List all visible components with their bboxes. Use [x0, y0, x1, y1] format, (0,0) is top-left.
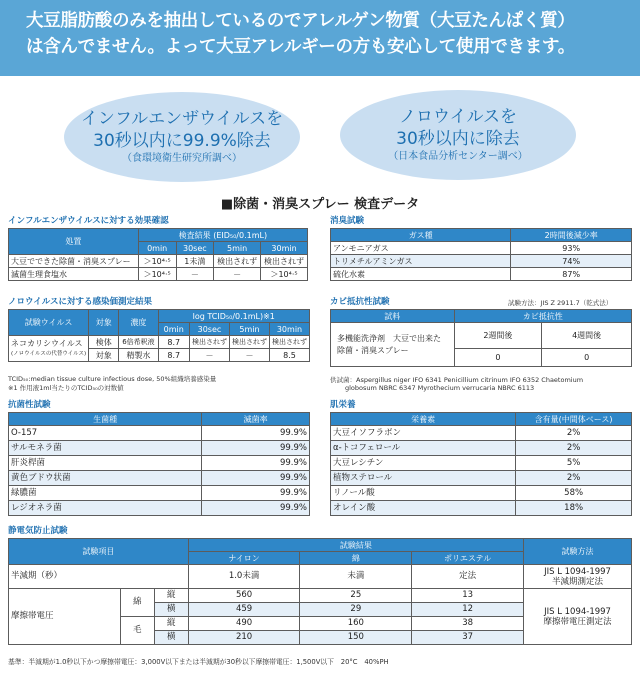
dir-cell: 横: [154, 603, 188, 617]
cell: 定法: [412, 565, 524, 589]
table-row: [9, 441, 310, 456]
cell: 2%: [516, 471, 632, 486]
norovirus-note-1: TCID₅₀:median tissue culture infectious dose, 50%組織培養感染量: [8, 375, 217, 383]
cell: 2%: [516, 426, 632, 441]
material-cell: 毛: [120, 617, 154, 645]
cell: 490: [188, 617, 300, 631]
time-header: 30sec: [189, 323, 229, 336]
fabric-header: ナイロン: [188, 552, 300, 565]
time-header: 30min: [261, 242, 308, 255]
col-resistance: カビ抵抗性: [454, 310, 631, 323]
influenza-section-title: インフルエンザウイルスに対する効果確認: [8, 216, 169, 226]
norovirus-note-2: ※1 作用液1ml当たりのTCID₅₀の対数値: [8, 384, 124, 392]
table-row: [331, 441, 632, 456]
method-line-1: JIS L 1094-1997: [544, 606, 611, 617]
cell: 黄色ブドウ状菌: [9, 471, 202, 486]
table-row: [9, 456, 310, 471]
table-row: [9, 426, 310, 441]
cell: 肝炎桿菌: [9, 456, 202, 471]
time-header: 5min: [229, 323, 269, 336]
cell: 459: [188, 603, 300, 617]
cell: ＞10⁴·⁵: [261, 268, 308, 281]
table-row: [331, 323, 632, 349]
time-header: 30min: [269, 323, 309, 336]
cell: オレイン酸: [331, 501, 516, 516]
row-label: 滅菌生理食塩水: [9, 268, 139, 281]
cell: 硫化水素: [331, 268, 511, 281]
cell: 対象: [89, 349, 119, 362]
table-row: [9, 268, 308, 281]
cell: 6倍希釈液: [119, 336, 158, 349]
col-rate: 2時間後減少率: [511, 229, 632, 242]
cell: 58%: [516, 486, 632, 501]
nutrition-table: [330, 412, 632, 516]
col-result: 試験結果: [188, 539, 523, 552]
cell: 精製水: [119, 349, 158, 362]
cell: サルモネラ菌: [9, 441, 202, 456]
cell: 37: [412, 631, 524, 645]
antibac-table: [8, 412, 310, 516]
influenza-claim: [64, 92, 300, 182]
col-gas: ガス種: [331, 229, 511, 242]
fabric-header: 綿: [300, 552, 412, 565]
cell: 検出されず: [189, 336, 229, 349]
cell: 99.9%: [202, 441, 310, 456]
cell: 93%: [511, 242, 632, 255]
col-rate: 滅菌率: [202, 413, 310, 426]
cell: α-トコフェロール: [331, 441, 516, 456]
deodor-section-title: 消臭試験: [330, 216, 365, 226]
static-table: [8, 538, 632, 645]
cell: －: [214, 268, 261, 281]
cell: 74%: [511, 255, 632, 268]
static-footnote: 基準：半減期が1.0秒以下かつ摩擦帯電圧：3,000V以下または半減期が30秒以下摩擦帯電圧：1,500V以下 20°C 40%PH: [8, 658, 389, 666]
cell: 87%: [511, 268, 632, 281]
cell: 8.7: [158, 349, 189, 362]
col-virus: 試験ウイルス: [9, 310, 89, 336]
cell: 18%: [516, 501, 632, 516]
cell: 99.9%: [202, 426, 310, 441]
claim-line-1: インフルエンザウイルスを: [80, 109, 284, 129]
time-header: 30sec: [176, 242, 214, 255]
method-line-1: JIS L 1094-1997: [544, 566, 611, 577]
material-cell: 綿: [120, 589, 154, 617]
cell: 210: [188, 631, 300, 645]
table-row: [9, 501, 310, 516]
cell: ＞10⁴·⁵: [138, 255, 176, 268]
cell: 検出されず: [269, 336, 309, 349]
col-bacteria: 生菌種: [9, 413, 202, 426]
cell: 25: [300, 589, 412, 603]
cell: 2週間後: [454, 323, 542, 349]
cell: 0: [454, 349, 542, 367]
virus-sub: (ノロウイルスの代替ウイルス): [11, 350, 87, 357]
mold-section-title: カビ抵抗性試験: [330, 297, 390, 307]
cell: 29: [300, 603, 412, 617]
cell: 大豆レシチン: [331, 456, 516, 471]
cell: 8.5: [269, 349, 309, 362]
cell: 99.9%: [202, 471, 310, 486]
table-row: [331, 471, 632, 486]
table-row: [9, 589, 632, 603]
time-header: 0min: [158, 323, 189, 336]
cell: 植物ステロール: [331, 471, 516, 486]
col-log: log TCID₅₀/0.1mL)※1: [158, 310, 309, 323]
virus-cell: [9, 336, 89, 362]
cell: 99.9%: [202, 456, 310, 471]
friction-label: 摩擦帯電圧: [9, 589, 121, 645]
cell: 2%: [516, 441, 632, 456]
claim-line-2: 30秒以内に除去: [396, 129, 520, 149]
norovirus-claim: [340, 90, 576, 180]
cell: 38: [412, 617, 524, 631]
mold-table: [330, 309, 632, 367]
norovirus-table: [8, 309, 310, 362]
header-banner: [0, 0, 640, 76]
cell: リノール酸: [331, 486, 516, 501]
col-sample: 試料: [331, 310, 455, 323]
mold-note-1: 供試菌：Aspergillus niger IFO 6341 Penicillium citrinum IFO 6352 Chaetomium: [330, 376, 584, 384]
cell: 1.0未満: [188, 565, 300, 589]
cell: 99.9%: [202, 486, 310, 501]
norovirus-section-title: ノロウイルスに対する感染価測定結果: [8, 297, 152, 307]
table-row: [9, 255, 308, 268]
method-line-2: 半減期測定法: [552, 576, 604, 587]
nutrition-section-title: 肌栄養: [330, 400, 356, 410]
cell: 12: [412, 603, 524, 617]
claim-line-1: ノロウイルスを: [399, 107, 517, 127]
cell: O-157: [9, 426, 202, 441]
method-line-2: 摩擦帯電圧測定法: [543, 616, 612, 627]
table-row: [331, 486, 632, 501]
cell: レジオネラ菌: [9, 501, 202, 516]
cell: 緑膿菌: [9, 486, 202, 501]
time-header: 5min: [214, 242, 261, 255]
table-row: [9, 336, 310, 349]
table-row: [9, 565, 632, 589]
cell: アンモニアガス: [331, 242, 511, 255]
table-row: [331, 242, 632, 255]
cell: 160: [300, 617, 412, 631]
fabric-header: ポリエステル: [412, 552, 524, 565]
col-item: 試験項目: [9, 539, 189, 565]
antibac-section-title: 抗菌性試験: [8, 400, 51, 410]
cell: 検出されず: [261, 255, 308, 268]
table-row: [331, 426, 632, 441]
cell: 150: [300, 631, 412, 645]
mold-method: 試験方法：JIS Z 2911.7（乾式法）: [508, 299, 613, 307]
cell: トリメチルアミンガス: [331, 255, 511, 268]
cell: 13: [412, 589, 524, 603]
dir-cell: 縦: [154, 589, 188, 603]
dir-cell: 横: [154, 631, 188, 645]
table-row: [331, 456, 632, 471]
cell: 0: [542, 349, 632, 367]
cell: 検出されず: [229, 336, 269, 349]
col-nutrient: 栄養素: [331, 413, 516, 426]
col-method: 試験方法: [524, 539, 632, 565]
cell: 1未満: [176, 255, 214, 268]
table-row: [331, 268, 632, 281]
static-section-title: 静電気防止試験: [8, 526, 68, 536]
col-treatment: 処置: [9, 229, 139, 255]
header-line-1: 大豆脂肪酸のみを抽出しているのでアレルゲン物質（大豆たんぱく質）: [26, 11, 575, 31]
cell: 5%: [516, 456, 632, 471]
row-label: 大豆でできた除菌・消臭スプレー: [9, 255, 139, 268]
page-title: ■除菌・消臭スプレー 検査データ: [220, 197, 420, 212]
deodor-table: [330, 228, 632, 281]
mold-sample: 多機能洗浄剤 大豆で出来た除菌・消臭スプレー: [331, 323, 455, 367]
claim-line-2: 30秒以内に99.9%除去: [93, 131, 271, 151]
time-header: 0min: [138, 242, 176, 255]
claim-source: （日本食品分析センター調べ）: [388, 151, 528, 162]
cell: －: [189, 349, 229, 362]
table-row: [331, 501, 632, 516]
cell: 8.7: [158, 336, 189, 349]
cell: 99.9%: [202, 501, 310, 516]
halflife-method: [524, 565, 632, 589]
mold-note-2: globosum NBRC 6347 Myrothecium verrucaria NBRC 6113: [345, 384, 535, 392]
cell: 未満: [300, 565, 412, 589]
dir-cell: 縦: [154, 617, 188, 631]
cell: ＞10⁴·⁵: [138, 268, 176, 281]
cell: 大豆イソフラボン: [331, 426, 516, 441]
table-row: [9, 471, 310, 486]
cell: －: [176, 268, 214, 281]
virus-name: ネコカリシウイルス: [11, 338, 83, 348]
col-result: 検査結果 (EID₅₀/0.1mL): [138, 229, 307, 242]
claims-area: [0, 76, 640, 196]
col-target: 対象: [89, 310, 119, 336]
friction-method: [524, 589, 632, 645]
header-line-2: は含んでません。よって大豆アレルギーの方も安心して使用できます。: [26, 37, 575, 57]
claim-source: （食環境衛生研究所調べ）: [122, 153, 242, 164]
cell: －: [229, 349, 269, 362]
table-row: [331, 255, 632, 268]
cell: 4週間後: [542, 323, 632, 349]
cell: 検出されず: [214, 255, 261, 268]
cell: 560: [188, 589, 300, 603]
table-row: [9, 486, 310, 501]
cell: 検体: [89, 336, 119, 349]
col-conc: 濃度: [119, 310, 158, 336]
halflife-label: 半減期（秒）: [9, 565, 189, 589]
col-content: 含有量(中間体ベース): [516, 413, 632, 426]
influenza-table: [8, 228, 308, 281]
